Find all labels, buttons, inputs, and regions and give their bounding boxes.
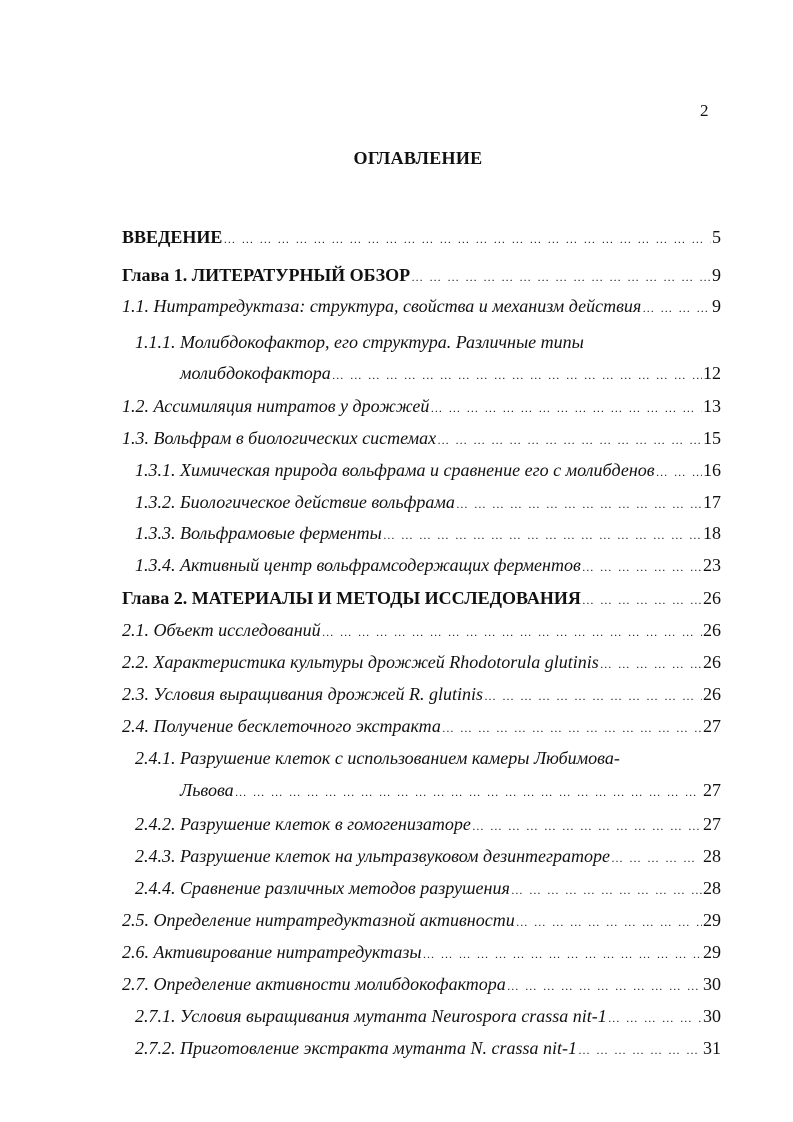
toc-entry-title: 1.2. Ассимиляция нитратов у дрожжей xyxy=(122,396,430,416)
toc-entry-title: 2.5. Определение нитратредуктазной активности xyxy=(122,910,515,930)
toc-entry-title: 2.2. Характеристика культуры дрожжей Rhodotorula glutinis xyxy=(122,652,599,672)
toc-entry-line xyxy=(135,489,721,517)
toc-entry xyxy=(0,552,793,578)
toc-leader-dots xyxy=(582,554,702,580)
toc-entry xyxy=(0,617,793,643)
toc-leader-dots xyxy=(578,1037,702,1063)
toc-entry-title: ВВЕДЕНИЕ xyxy=(122,227,223,247)
toc-page-number: 31 xyxy=(703,1038,721,1058)
toc-entry-line xyxy=(135,875,721,903)
toc-leader-dots xyxy=(472,813,702,839)
toc-entry xyxy=(0,1035,793,1061)
toc-entry xyxy=(0,520,793,546)
toc-leader-dots xyxy=(223,226,711,252)
toc-entry xyxy=(0,649,793,675)
toc-entry-title: 2.4.2. Разрушение клеток в гомогенизаторе xyxy=(135,814,471,834)
toc-entry-title: 2.1. Объект исследований xyxy=(122,620,321,640)
toc-entry xyxy=(0,489,793,515)
toc-leader-dots xyxy=(411,264,711,290)
page-number: 2 xyxy=(700,101,709,120)
toc-entry-line xyxy=(122,224,721,252)
toc-page-number: 17 xyxy=(703,492,721,512)
toc-entry-line xyxy=(122,293,721,321)
toc-entry-title: 2.4. Получение бесклеточного экстракта xyxy=(122,716,441,736)
toc-entry-continuation xyxy=(180,360,721,388)
toc-entry-line xyxy=(135,520,721,548)
toc-page-number: 15 xyxy=(703,428,721,448)
toc-entry xyxy=(0,425,793,451)
toc-entry-title: 1.3.1. Химическая природа вольфрама и сравнение его с молибденов xyxy=(135,460,655,480)
toc-leader-dots xyxy=(611,845,702,871)
toc-entry xyxy=(0,971,793,997)
toc-entry-title: 2.4.4. Сравнение различных методов разрушения xyxy=(135,878,510,898)
toc-leader-dots xyxy=(437,427,702,453)
toc-entry-line xyxy=(122,617,721,645)
toc-entry-line xyxy=(122,262,721,290)
toc-entry xyxy=(0,713,793,739)
toc-entry xyxy=(0,811,793,837)
toc-page-number: 9 xyxy=(712,265,721,285)
toc-entry xyxy=(0,907,793,933)
toc-entry xyxy=(0,262,793,288)
toc-page-number: 29 xyxy=(703,942,721,962)
page-title: ОГЛАВЛЕНИЕ xyxy=(353,148,483,168)
toc-leader-dots xyxy=(430,395,702,421)
toc-leader-dots xyxy=(322,619,702,645)
toc-entry-title-continued: Львова xyxy=(180,780,234,800)
toc-entry-line xyxy=(122,425,721,453)
toc-page-number: 26 xyxy=(703,684,721,704)
toc-entry-title: 2.3. Условия выращивания дрожжей R. glutinis xyxy=(122,684,483,704)
toc-entry-continuation xyxy=(180,777,721,805)
toc-entry-line xyxy=(135,843,721,871)
toc-page-number: 26 xyxy=(703,588,721,608)
toc-leader-dots xyxy=(600,651,702,677)
toc-page-number: 27 xyxy=(703,814,721,834)
toc-entry-line xyxy=(122,585,721,613)
toc-entry-title: 2.6. Активирование нитратредуктазы xyxy=(122,942,422,962)
toc-entry-line xyxy=(135,457,721,485)
toc-page-number: 27 xyxy=(703,716,721,736)
toc-entry-title: Глава 2. МАТЕРИАЛЫ И МЕТОДЫ ИССЛЕДОВАНИЯ xyxy=(122,588,581,608)
toc-entry-title: 2.7.2. Приготовление экстракта мутанта N. crassa nit-1 xyxy=(135,1038,577,1058)
toc-entry-line xyxy=(122,393,721,421)
toc-entry-line xyxy=(135,811,721,839)
toc-entry-line xyxy=(135,1003,721,1031)
toc-leader-dots xyxy=(484,683,702,709)
toc-page-number: 12 xyxy=(703,363,721,383)
toc-entry xyxy=(0,585,793,611)
toc-page-number: 5 xyxy=(712,227,721,247)
toc-entry-line xyxy=(122,649,721,677)
toc-entry xyxy=(0,843,793,869)
toc-entry-title: 2.7. Определение активности молибдокофактора xyxy=(122,974,506,994)
toc-entry-line xyxy=(122,939,721,967)
toc-leader-dots xyxy=(656,459,702,485)
toc-entry-title: 1.1.1. Молибдокофактор, его структура. Различные типы xyxy=(135,332,584,352)
toc-leader-dots xyxy=(235,779,702,805)
toc-entry-title: 1.3.2. Биологическое действие вольфрама xyxy=(135,492,455,512)
toc-page-number: 26 xyxy=(703,620,721,640)
toc-entry-title: 2.7.1. Условия выращивания мутанта Neurospora crassa nit-1 xyxy=(135,1006,607,1026)
toc-entry xyxy=(0,329,793,383)
toc-entry xyxy=(0,293,793,319)
toc-page-number: 30 xyxy=(703,1006,721,1026)
toc-leader-dots xyxy=(442,715,702,741)
toc-leader-dots xyxy=(608,1005,702,1031)
toc-entry xyxy=(0,875,793,901)
toc-leader-dots xyxy=(516,909,702,935)
toc-page-number: 18 xyxy=(703,523,721,543)
toc-entry-line xyxy=(122,713,721,741)
toc-entry-title: 1.3.3. Вольфрамовые ферменты xyxy=(135,523,382,543)
toc-leader-dots xyxy=(511,877,702,903)
toc-entry-line xyxy=(122,907,721,935)
toc-page-number: 27 xyxy=(703,780,721,800)
toc-entry-title: 2.4.3. Разрушение клеток на ультразвуковом дезинтеграторе xyxy=(135,846,611,866)
toc-entry-title-continued: молибдокофактора xyxy=(180,363,331,383)
toc-entry xyxy=(0,393,793,419)
toc-entry xyxy=(0,457,793,483)
toc-entry-title: Глава 1. ЛИТЕРАТУРНЫЙ ОБЗОР xyxy=(122,265,411,285)
toc-entry xyxy=(0,745,793,800)
toc-leader-dots xyxy=(642,295,711,321)
toc-entry-title: 2.4.1. Разрушение клеток с использованием камеры Любимова- xyxy=(135,748,620,768)
toc-entry xyxy=(0,681,793,707)
toc-entry-line xyxy=(135,1035,721,1063)
toc-page-number: 13 xyxy=(703,396,721,416)
toc-entry xyxy=(0,224,793,250)
toc-leader-dots xyxy=(332,362,702,388)
toc-page-number: 28 xyxy=(703,846,721,866)
toc-entry-line xyxy=(135,552,721,580)
toc-page-number: 29 xyxy=(703,910,721,930)
toc-entry-title: 1.1. Нитратредуктаза: структура, свойства и механизм действия xyxy=(122,296,642,316)
toc-entry-title: 1.3.4. Активный центр вольфрамсодержащих ферментов xyxy=(135,555,581,575)
toc-leader-dots xyxy=(456,491,702,517)
toc-entry xyxy=(0,1003,793,1029)
toc-page-number: 26 xyxy=(703,652,721,672)
toc-entry xyxy=(0,939,793,965)
toc-leader-dots xyxy=(507,973,702,999)
toc-entry-line xyxy=(122,681,721,709)
toc-page-number: 30 xyxy=(703,974,721,994)
toc-leader-dots xyxy=(582,587,702,613)
toc-page-number: 28 xyxy=(703,878,721,898)
toc-leader-dots xyxy=(423,941,702,967)
toc-entry-line xyxy=(122,971,721,999)
toc-entry-title: 1.3. Вольфрам в биологических системах xyxy=(122,428,437,448)
toc-page-number: 9 xyxy=(712,296,721,316)
toc-page-number: 16 xyxy=(703,460,721,480)
toc-leader-dots xyxy=(383,522,702,548)
toc-page-number: 23 xyxy=(703,555,721,575)
